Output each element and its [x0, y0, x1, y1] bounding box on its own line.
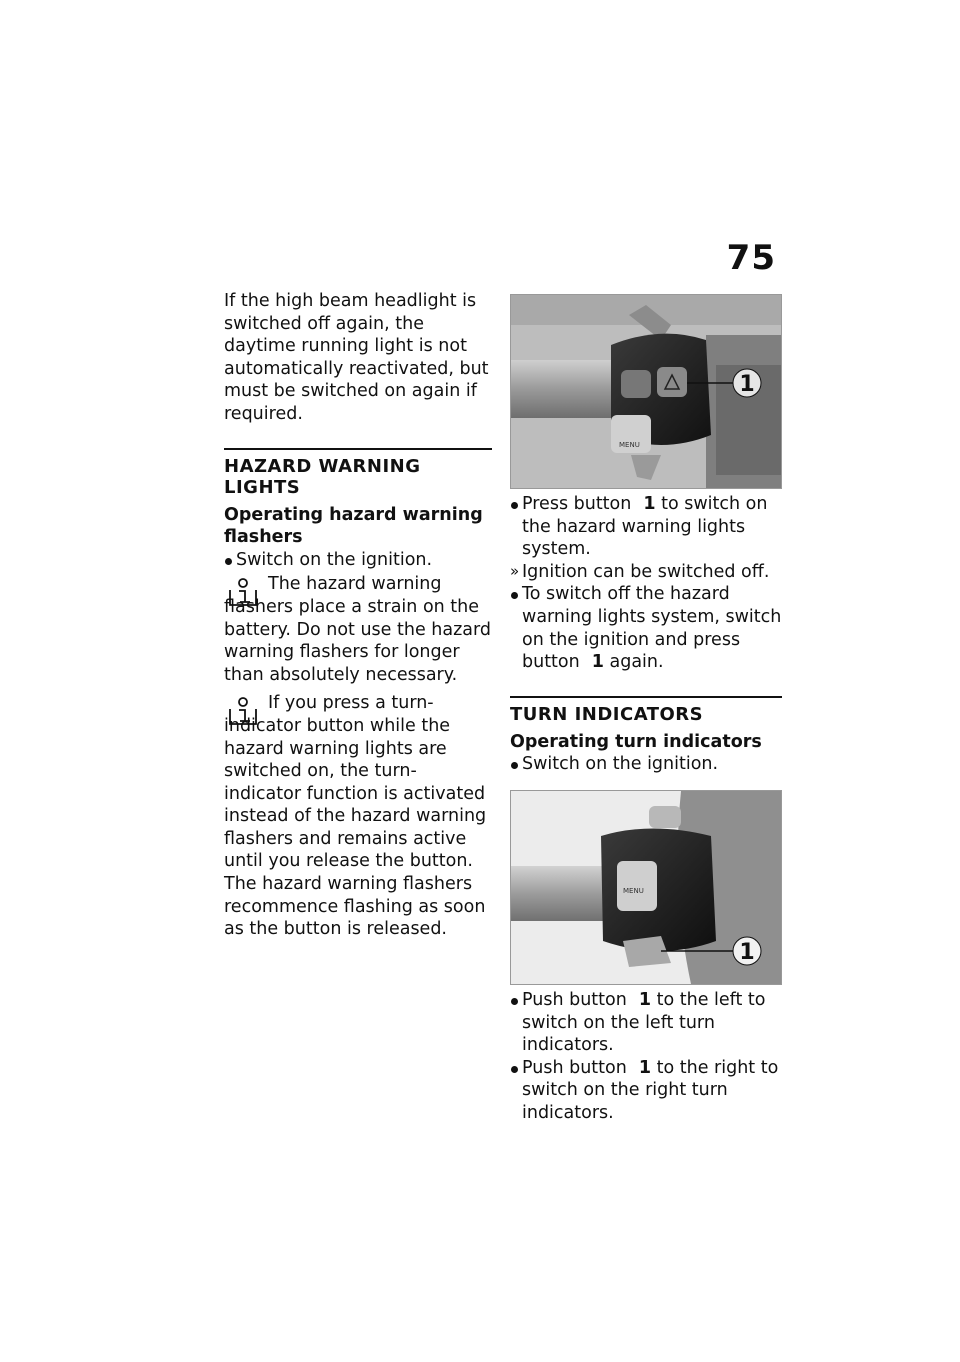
reference-number: 1: [643, 494, 656, 514]
photo-turn-switch: [510, 790, 782, 985]
step-text: to the right to switch on the right turn indicators.: [522, 1057, 779, 1123]
left-column: [224, 290, 492, 941]
step-text: Press button: [522, 494, 632, 514]
menu-label: MENU: [623, 886, 644, 895]
section-divider: [224, 448, 492, 450]
info-note-turn-indicator: [224, 692, 492, 941]
callout-number: 1: [739, 372, 755, 397]
sub-heading-hazard: Operating hazard warning flashers: [224, 504, 483, 548]
step-push-right: [510, 1057, 782, 1125]
bullet-ignition: [224, 549, 492, 572]
result-ignition-off: [510, 561, 782, 584]
info-note-battery: [224, 573, 492, 686]
bullet-text: Switch on the ignition.: [522, 754, 719, 775]
step-text: Push button: [522, 989, 627, 1010]
callout-number: 1: [739, 939, 755, 965]
sub-heading-turn: Operating turn indicators: [510, 731, 762, 752]
reference-number: 1: [638, 1057, 652, 1078]
info-icon: [226, 575, 260, 609]
handlebar-switch-illustration: [511, 791, 781, 984]
intro-paragraph: If the high beam headlight is switched off again, the daytime running light is not automatically reactivated, but must be switched on again if required.: [224, 291, 489, 424]
bullet-text: Switch on the ignition.: [236, 549, 433, 570]
result-text: Ignition can be switched off.: [522, 561, 770, 582]
info-icon: [226, 694, 260, 728]
step-text: to the left to switch on the left turn indicators.: [522, 989, 766, 1056]
note-text: If you press a turn-indicator button while the hazard warning lights are switched on, the turn-indicator function is activated instead of the hazard warning flashers and remains active until you release the button. The hazard warning flashers recommence flashing as soon as the button is released.: [224, 693, 487, 940]
section-divider: [510, 696, 782, 698]
step-push-left: [510, 989, 782, 1057]
step-text: Push button: [522, 1057, 627, 1078]
step-press-button: [510, 493, 782, 561]
page-number: 75: [726, 238, 776, 278]
bullet-ignition: [510, 753, 782, 776]
step-text: again.: [609, 652, 664, 673]
section-heading-turn: TURN INDICATORS: [510, 703, 704, 725]
handlebar-switch-illustration: [511, 295, 781, 488]
step-switch-off: [510, 583, 782, 673]
reference-number: 1: [591, 652, 604, 673]
step-text: To switch off the hazard warning lights system, switch on the ignition and press button: [522, 584, 782, 673]
section-heading-hazard: HAZARD WARNING LIGHTS: [224, 455, 421, 498]
step-text: to switch on the hazard warning lights system.: [522, 494, 768, 560]
photo-hazard-switch: [510, 294, 782, 489]
menu-label: MENU: [619, 441, 640, 449]
note-text: The hazard warning flashers place a strain on the battery. Do not use the hazard warning flashers for longer than absolutely necessary.: [224, 574, 492, 685]
right-column: [510, 294, 782, 1125]
reference-number: 1: [638, 989, 652, 1010]
